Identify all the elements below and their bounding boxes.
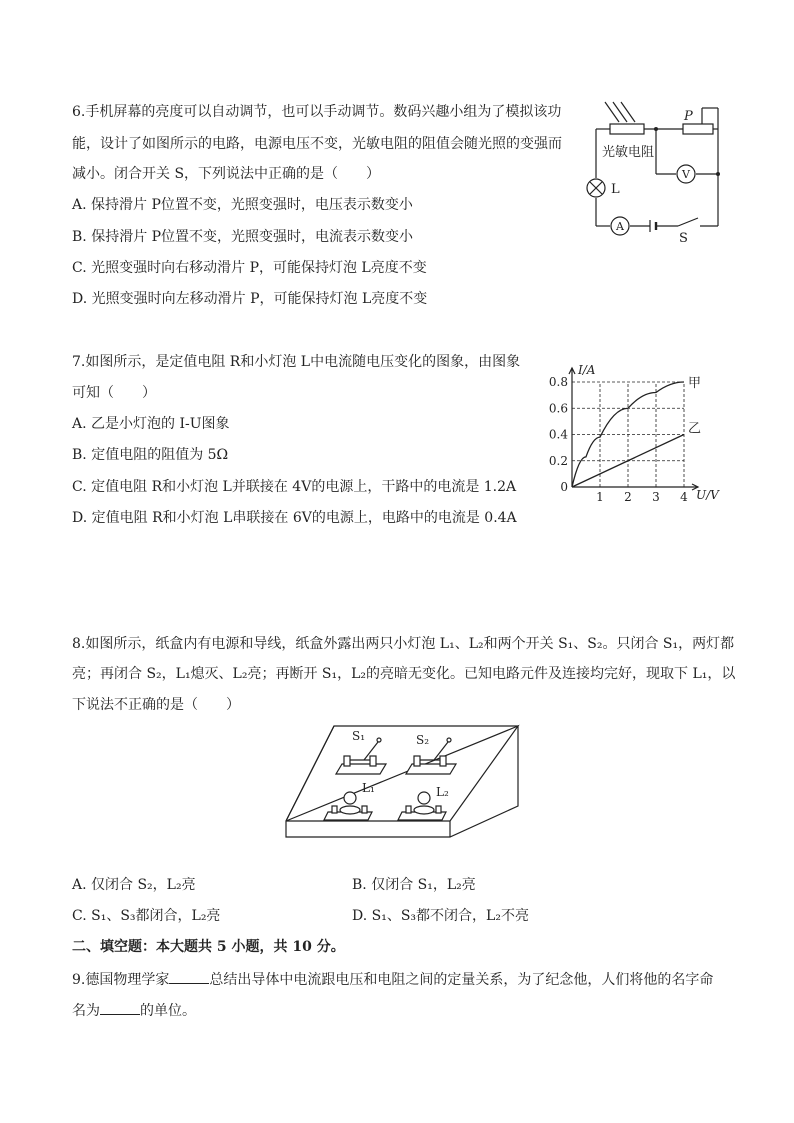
series-label: 甲 [688,376,702,391]
voltmeter-icon [677,165,695,183]
y-tick-label: 0.6 [548,401,568,416]
s2-label: S₂ [416,733,430,747]
series-label: 乙 [688,421,702,437]
q6-option-c: C. 光照变强时向右移动滑片 P，可能保持灯泡 L亮度不变 [72,260,427,276]
q8-line3: 下说法不正确的是（ ） [72,697,240,713]
y-tick-label: 0.2 [548,453,568,468]
lamp-label: L [611,182,620,197]
q7-option-c: C. 定值电阻 R和小灯泡 L并联接在 4V的电源上，干路中的电流是 1.2A [72,479,517,495]
origin-label: 0 [560,480,568,494]
y-tick-label: 0.8 [548,375,568,389]
y-axis-label: I/A [578,363,596,377]
s1-label: S₁ [352,729,366,743]
q8-option-c: C. S₁、S₃都闭合，L₂亮 [72,908,221,924]
q6-line1: 6.手机屏幕的亮度可以自动调节，也可以手动调节。数码兴趣小组为了模拟该功 [72,104,562,120]
q8-option-a: A. 仅闭合 S₂，L₂亮 [72,877,196,893]
q7-option-d: D. 定值电阻 R和小灯泡 L串联接在 6V的电源上，电路中的电流是 0.4A [72,510,517,526]
q8-option-b: B. 仅闭合 S₁，L₂亮 [352,877,476,893]
q9-part4: 的单位。 [140,1003,196,1019]
q6-line3: 减小。闭合开关 S，下列说法中正确的是（ ） [72,166,381,182]
x-tick-label: 2 [624,490,632,504]
l1-label: L₁ [362,781,375,795]
x-axis-label: U/V [696,488,719,502]
q6-line2: 能，设计了如图所示的电路，电源电压不变，光敏电阻的阻值会随光照的变强而 [72,136,562,152]
section-title: 二、填空题：本大题共 5 小题，共 10 分。 [72,939,345,955]
svg-text:A: A [616,220,624,233]
q8-option-d: D. S₁、S₃都不闭合，L₂不亮 [352,908,529,924]
q9-line2 [72,1000,196,1021]
q6-option-d: D. 光照变强时向左移动滑片 P，可能保持灯泡 L亮度不变 [72,291,428,307]
q8-line1: 8.如图所示，纸盒内有电源和导线，纸盒外露出两只小灯泡 L₁、L₂和两个开关 S₁、S₂。只闭合 S₁，两灯都 [72,636,735,652]
q7-option-a: A. 乙是小灯泡的 I-U图象 [72,416,230,432]
q9-blank-1[interactable] [169,969,209,984]
q7-option-b: B. 定值电阻的阻值为 5Ω [72,447,229,463]
q9-part1: 9.德国物理学家 [72,972,170,988]
q8-line2: 亮；再闭合 S₂，L₁熄灭、L₂亮；再断开 S₁，L₂的亮暗无变化。已知电路元件及连接均完好，现取下 L₁，以 [72,666,736,682]
photoresistor-label: 光敏电阻 [602,145,655,160]
q7-line1: 7.如图所示，是定值电阻 R和小灯泡 L中电流随电压变化的图象，由图象 [72,354,521,370]
x-tick-label: 4 [680,490,688,504]
q6-option-a: A. 保持滑片 P位置不变，光照变强时，电压表示数变小 [72,197,413,213]
ammeter-icon [611,217,629,235]
lamp-icon [587,179,605,197]
q7-iu-chart [536,352,726,504]
q9-part2: 总结出导体中电流跟电压和电阻之间的定量关系，为了纪念他，人们将他的名字命 [209,972,714,988]
q9-part3: 名为 [72,1003,100,1019]
svg-text:V: V [682,168,690,181]
x-tick-label: 1 [596,490,604,504]
switch-label: S [679,231,688,245]
l2-label: L₂ [436,785,449,799]
q6-option-b: B. 保持滑片 P位置不变，光照变强时，电流表示数变小 [72,229,414,245]
q8-box-diagram [282,722,522,844]
slider-label: P [684,109,693,124]
y-tick-label: 0.4 [548,427,568,442]
q6-circuit-diagram [578,100,728,245]
q9-blank-2[interactable] [100,1000,140,1015]
q7-line2: 可知（ ） [72,385,156,401]
q9-line1 [72,969,713,990]
x-tick-label: 3 [652,490,660,504]
